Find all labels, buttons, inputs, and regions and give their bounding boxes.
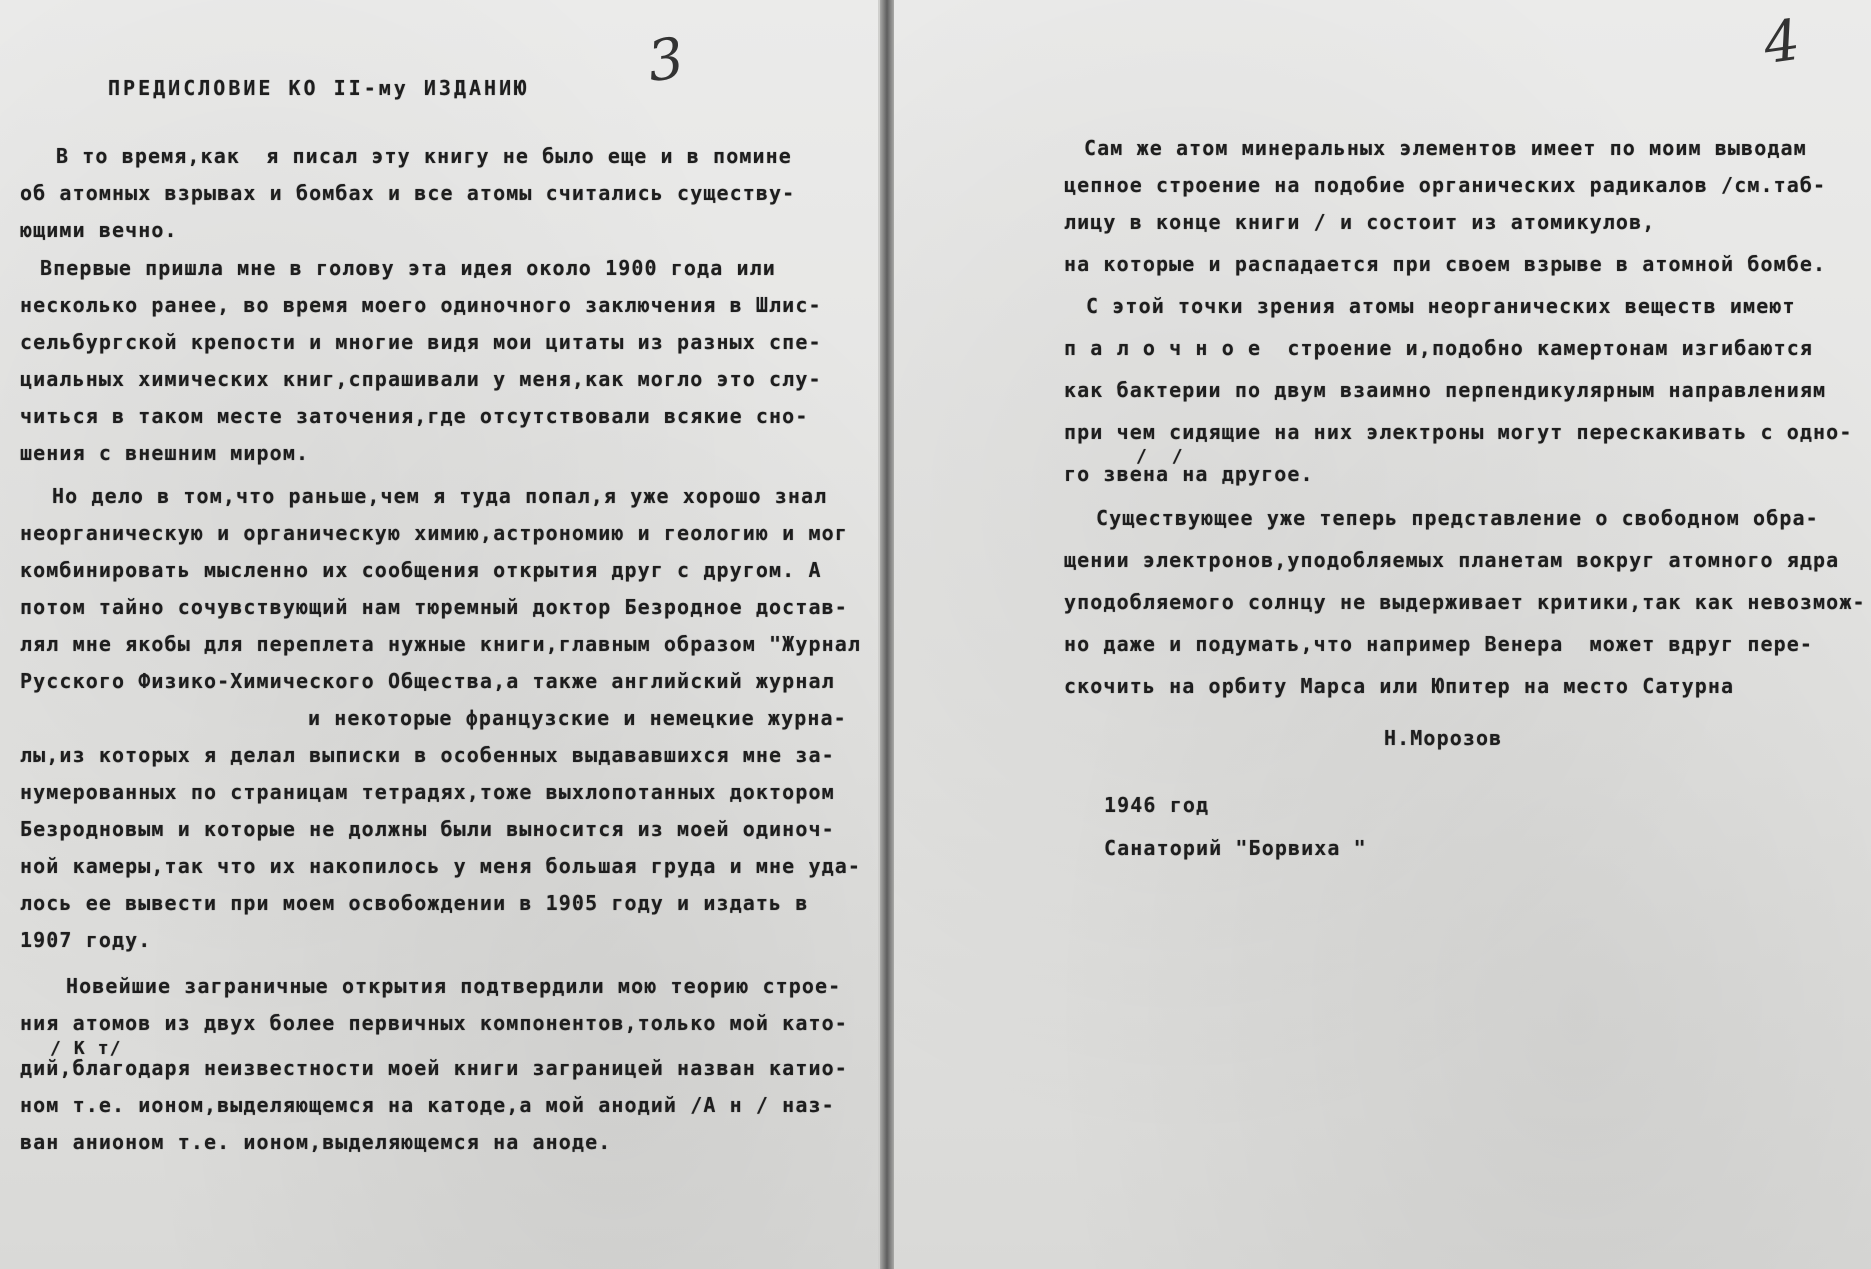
text-line: ван анионом т.е. ионом,выделяющемся на аноде.	[20, 1130, 612, 1154]
text-line: Но дело в том,что раньше,чем я туда попал,я уже хорошо знал	[52, 484, 828, 508]
text-line: циальных химических книг,спрашивали у меня,как могло это слу-	[20, 367, 822, 391]
text-line: Существующее уже теперь представление о свободном обра-	[1096, 506, 1819, 530]
text-line: неорганическую и органическую химию,астрономию и геологию и мог	[20, 521, 848, 545]
text-line: ния атомов из двух более первичных компонентов,только мой като-	[20, 1011, 848, 1035]
text-line: несколько ранее, во время моего одиночного заключения в Шлис-	[20, 293, 822, 317]
left-page-number: 3	[643, 25, 688, 96]
text-line: 1907 году.	[20, 928, 152, 952]
text-line: лось ее вывести при моем освобождении в 1905 году и издать в	[20, 891, 809, 915]
text-line: потом тайно сочувствующий нам тюремный доктор Безродное достав-	[20, 595, 848, 619]
text-line: Русского Физико-Химического Общества,а также английский журнал	[20, 669, 835, 693]
left-page-text	[20, 0, 880, 1269]
text-line: комбинировать мысленно их сообщения открытия друг с другом. А	[20, 558, 822, 582]
text-line: щении электронов,уподобляемых планетам вокруг атомного ядра	[1064, 548, 1840, 572]
date-line: 1946 год	[1104, 793, 1210, 817]
left-page	[0, 0, 880, 1269]
interlinear-mark: / /	[1136, 446, 1184, 467]
text-line: сельбургской крепости и многие видя мои цитаты из разных спе-	[20, 330, 822, 354]
text-line: при чем сидящие на них электроны могут перескакивать с одно-	[1064, 420, 1853, 444]
text-line: лял мне якобы для переплета нужные книги,главным образом "Журнал	[20, 632, 862, 656]
text-line: Впервые пришла мне в голову эта идея около 1900 года или	[40, 256, 776, 280]
text-line: скочить на орбиту Марса или Юпитер на место Сатурна	[1064, 674, 1735, 698]
text-line: Безродновым и которые не должны были выносится из моей одиноч-	[20, 817, 835, 841]
right-page-text	[914, 0, 1866, 860]
text-line: С этой точки зрения атомы неорганических веществ имеют	[1086, 294, 1796, 318]
page-title: ПРЕДИСЛОВИЕ КО II-му ИЗДАНИЮ	[108, 76, 530, 100]
text-line: Сам же атом минеральных элементов имеет по моим выводам	[1084, 136, 1807, 160]
place-line: Санаторий "Борвиха "	[1104, 836, 1367, 860]
text-line: дий,благодаря неизвестности моей книги заграницей назван катио-	[20, 1056, 848, 1080]
text-line: В то время,как я писал эту книгу не было еще и в помине	[56, 144, 792, 168]
text-line: шения с внешним миром.	[20, 441, 310, 465]
text-line: на которые и распадается при своем взрыве в атомной бомбе.	[1064, 252, 1827, 276]
text-line: лицу в конце книги / и состоит из атомикулов,	[1064, 210, 1656, 234]
right-page-number: 4	[1759, 7, 1804, 78]
text-line: читься в таком месте заточения,где отсутствовали всякие сно-	[20, 404, 809, 428]
signature: Н.Морозов	[1384, 726, 1503, 750]
right-page	[894, 0, 1871, 1269]
text-line: п а л о ч н о е строение и,подобно камертонам изгибаются	[1064, 336, 1814, 360]
text-line: но даже и подумать,что например Венера может вдруг пере-	[1064, 632, 1814, 656]
text-line: уподобляемого солнцу не выдерживает критики,так как невозмож-	[1064, 590, 1866, 614]
text-line: как бактерии по двум взаимно перпендикулярным направлениям	[1064, 378, 1827, 402]
text-line: Новейшие заграничные открытия подтвердили мою теорию строе-	[66, 974, 842, 998]
text-line: ной камеры,так что их накопилось у меня большая груда и мне уда-	[20, 854, 862, 878]
text-line: об атомных взрывах и бомбах и все атомы считались существу-	[20, 181, 796, 205]
interlinear-mark: / К т/	[50, 1038, 122, 1059]
text-line: цепное строение на подобие органических радикалов /см.таб-	[1064, 173, 1827, 197]
text-line: ном т.е. ионом,выделяющемся на катоде,а мой анодий /А н / наз-	[20, 1093, 835, 1117]
text-line: лы,из которых я делал выписки в особенных выдававшихся мне за-	[20, 743, 835, 767]
text-line: ющими вечно.	[20, 218, 178, 242]
text-line: нумерованных по страницам тетрадях,тоже выхлопотанных доктором	[20, 780, 835, 804]
book-gutter	[880, 0, 894, 1269]
text-line: и некоторые французские и немецкие журна-	[308, 706, 847, 730]
text-line: го звена на другое.	[1064, 462, 1314, 486]
